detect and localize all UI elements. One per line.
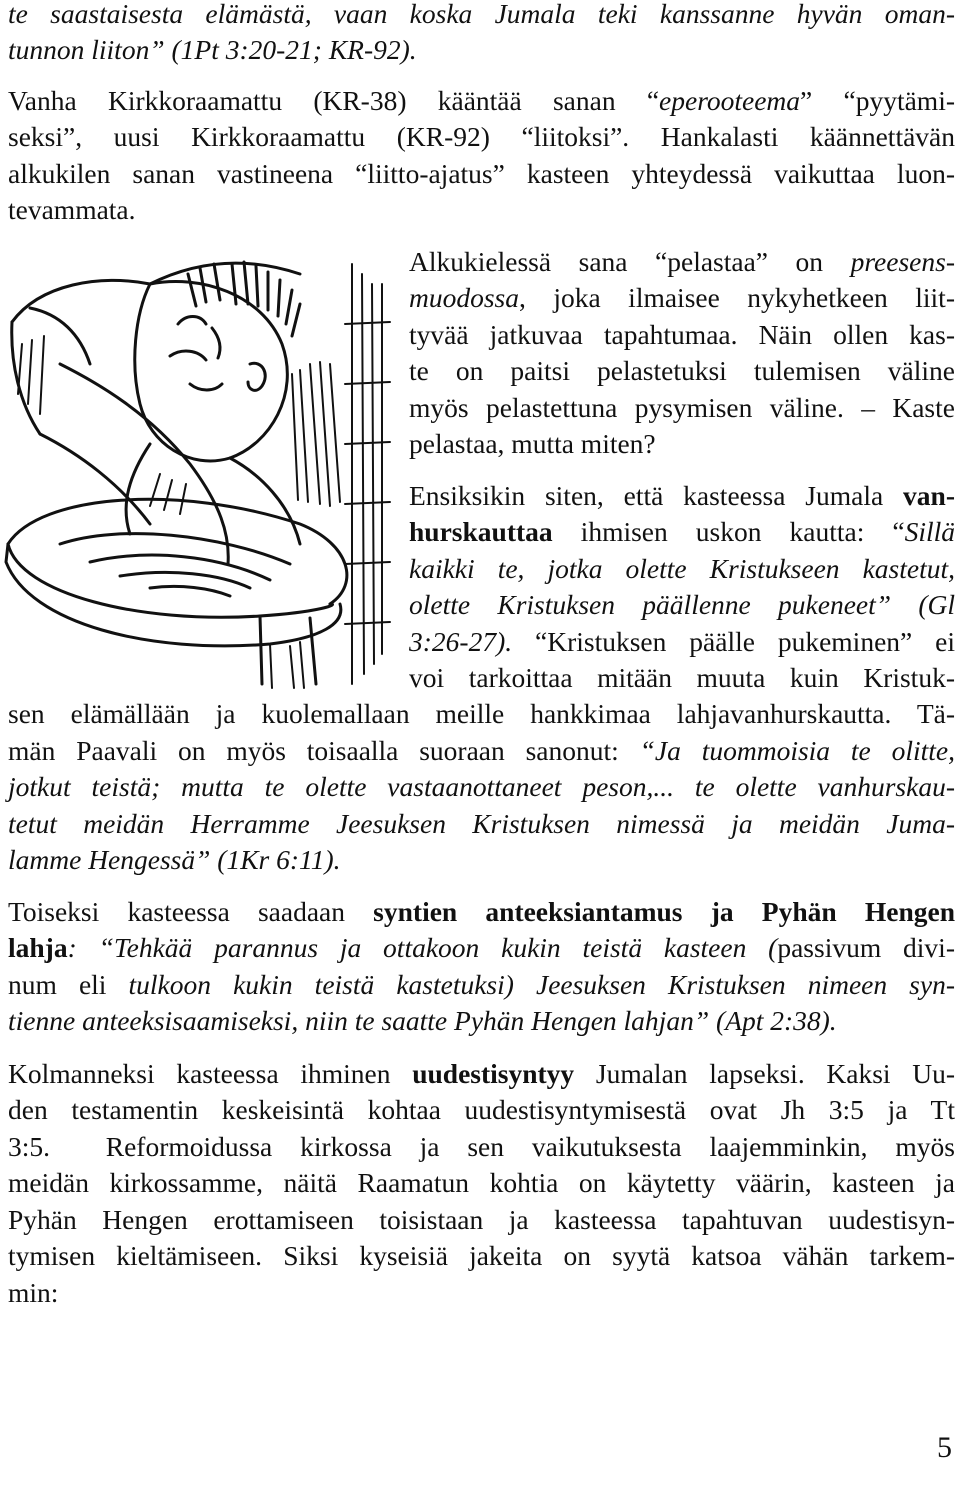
text-segment: eperooteema [659, 85, 801, 116]
text-line [8, 1165, 955, 1202]
text-line [8, 119, 955, 156]
text-segment: tulkoon kukin teistä kastetuksi) Jeesuksen Kristuksen nimeen syn- [128, 969, 955, 1000]
text-line [409, 587, 955, 624]
text-line [8, 1202, 955, 1239]
text-line [8, 1003, 955, 1040]
text-segment: Jumalan lapseksi. Kaksi Uu- [574, 1058, 956, 1089]
text-segment: tymisen kieltämiseen. Siksi kyseisiä jakeita on syytä katsoa vähän tarkem- [8, 1240, 955, 1271]
text-segment: hurskauttaa [409, 516, 553, 547]
text-segment: myös pelastettuna pysymisen väline. – Kaste [409, 392, 955, 423]
text-line [409, 280, 955, 317]
text-segment: Vanha Kirkkoraamattu (KR-38) kääntää sanan “ [8, 85, 660, 116]
text-segment: ihmisen uskon kautta: “ [552, 516, 905, 547]
text-line [409, 390, 955, 427]
text-line [8, 894, 955, 931]
text-segment: preesens- [850, 246, 955, 277]
text-segment: alkukilen sanan vastineena “liitto-ajatus” kasteen yhteydessä vaikuttaa luon- [8, 158, 955, 189]
text-segment: olette Kristuksen päällenne pukeneet” (Gl [409, 589, 955, 620]
text-segment: voi tarkoittaa mitään muuta kuin Kristuk- [409, 662, 955, 693]
text-line [8, 967, 955, 1004]
text-segment: ” “pyytämi- [800, 85, 955, 116]
text-line [409, 244, 955, 281]
text-segment: van- [903, 480, 955, 511]
text-line [8, 32, 955, 69]
text-line [409, 426, 955, 463]
text-segment: kaikki te, jotka olette Kristukseen kastetut, [409, 553, 955, 584]
text-segment: muodossa [409, 282, 520, 313]
text-segment: , joka ilmaisee nykyhetkeen liit- [519, 282, 955, 313]
text-line [8, 930, 955, 967]
text-segment: Ensiksikin siten, että kasteessa Jumala [409, 480, 904, 511]
text-segment: jotkut teistä; mutta te olette vastaanottaneet peson,... te olette vanhurskau- [8, 771, 955, 802]
text-line [409, 551, 955, 588]
text-line [8, 156, 955, 193]
text-segment: Sillä [904, 516, 955, 547]
text-segment: Alkukielessä sana “pelastaa” on [409, 246, 851, 277]
text-line [8, 1056, 955, 1093]
text-line [8, 806, 955, 843]
text-line [409, 624, 955, 661]
text-segment: meidän kirkossamme, näitä Raamatun kohtia on käytetty väärin, kasteen ja [8, 1167, 955, 1198]
text-line [409, 514, 955, 551]
text-segment: 3:26-27). [409, 626, 513, 657]
text-segment: pelastaa, mutta miten? [409, 428, 656, 459]
text-segment: “Ja tuommoisia te olitte, [639, 735, 955, 766]
text-segment: tyvää jatkuvaa tapahtumaa. Näin ollen kas- [409, 319, 955, 350]
text-segment: seksi”, uusi Kirkkoraamattu (KR-92) “liitoksi”. Hankalasti käännettävän [8, 121, 955, 152]
text-line [8, 1129, 955, 1166]
text-segment: tienne anteeksisaamiseksi, niin te saatte Pyhän Hengen lahjan” (Apt 2:38). [8, 1005, 837, 1036]
text-segment: passivum divi- [777, 932, 955, 963]
text-line [8, 696, 955, 733]
text-line [8, 1275, 955, 1312]
text-line [409, 353, 955, 390]
text-segment: sen elämällään ja kuolemallaan meille hankkimaa lahjavanhurskautta. Tä- [8, 698, 955, 729]
text-line [8, 769, 955, 806]
text-line [409, 317, 955, 354]
baptism-illustration [0, 244, 392, 696]
page-number: 5 [937, 1431, 952, 1464]
text-segment: tunnon liiton” (1Pt 3:20-21; KR-92). [8, 34, 417, 65]
text-segment: : “Tehkää parannus ja ottakoon kukin teistä kasteen ( [67, 932, 778, 963]
text-segment: Pyhän Hengen erottamiseen toisistaan ja kasteessa tapahtuvan uudestisyn- [8, 1204, 955, 1235]
text-segment: te on paitsi pelastetuksi tulemisen väline [409, 355, 955, 386]
text-segment: Kolmanneksi kasteessa ihminen [8, 1058, 413, 1089]
text-segment: syntien anteeksiantamus ja Pyhän Hengen [373, 896, 955, 927]
text-line [8, 1238, 955, 1275]
text-line [8, 192, 955, 229]
text-segment: 3:5. Reformoidussa kirkossa ja sen vaikutuksesta laajemminkin, myös [8, 1131, 955, 1162]
text-line [8, 83, 955, 120]
text-segment: “Kristuksen päälle pukeminen” ei [512, 626, 955, 657]
text-segment: lamme Hengessä” (1Kr 6:11). [8, 844, 341, 875]
text-line [8, 733, 955, 770]
text-segment: min: [8, 1277, 59, 1308]
text-segment: tetut meidän Herramme Jeesuksen Kristuksen nimessä ja meidän Juma- [8, 808, 955, 839]
text-line [409, 660, 955, 697]
text-line [8, 1092, 955, 1129]
text-segment: män Paavali on myös toisaalla suoraan sanonut: [8, 735, 640, 766]
text-line [8, 0, 955, 33]
text-segment: lahja [8, 932, 68, 963]
text-segment: den testamentin keskeisintä kohtaa uudestisyntymisestä ovat Jh 3:5 ja Tt [8, 1094, 955, 1125]
text-segment: uudestisyntyy [412, 1058, 575, 1089]
text-segment: Toiseksi kasteessa saadaan [8, 896, 374, 927]
text-line [409, 478, 955, 515]
text-segment: num eli [8, 969, 129, 1000]
text-line [8, 842, 955, 879]
text-segment: tevammata. [8, 194, 136, 225]
text-segment: te saastaisesta elämästä, vaan koska Jumala teki kanssanne hyvän oman- [8, 0, 955, 29]
